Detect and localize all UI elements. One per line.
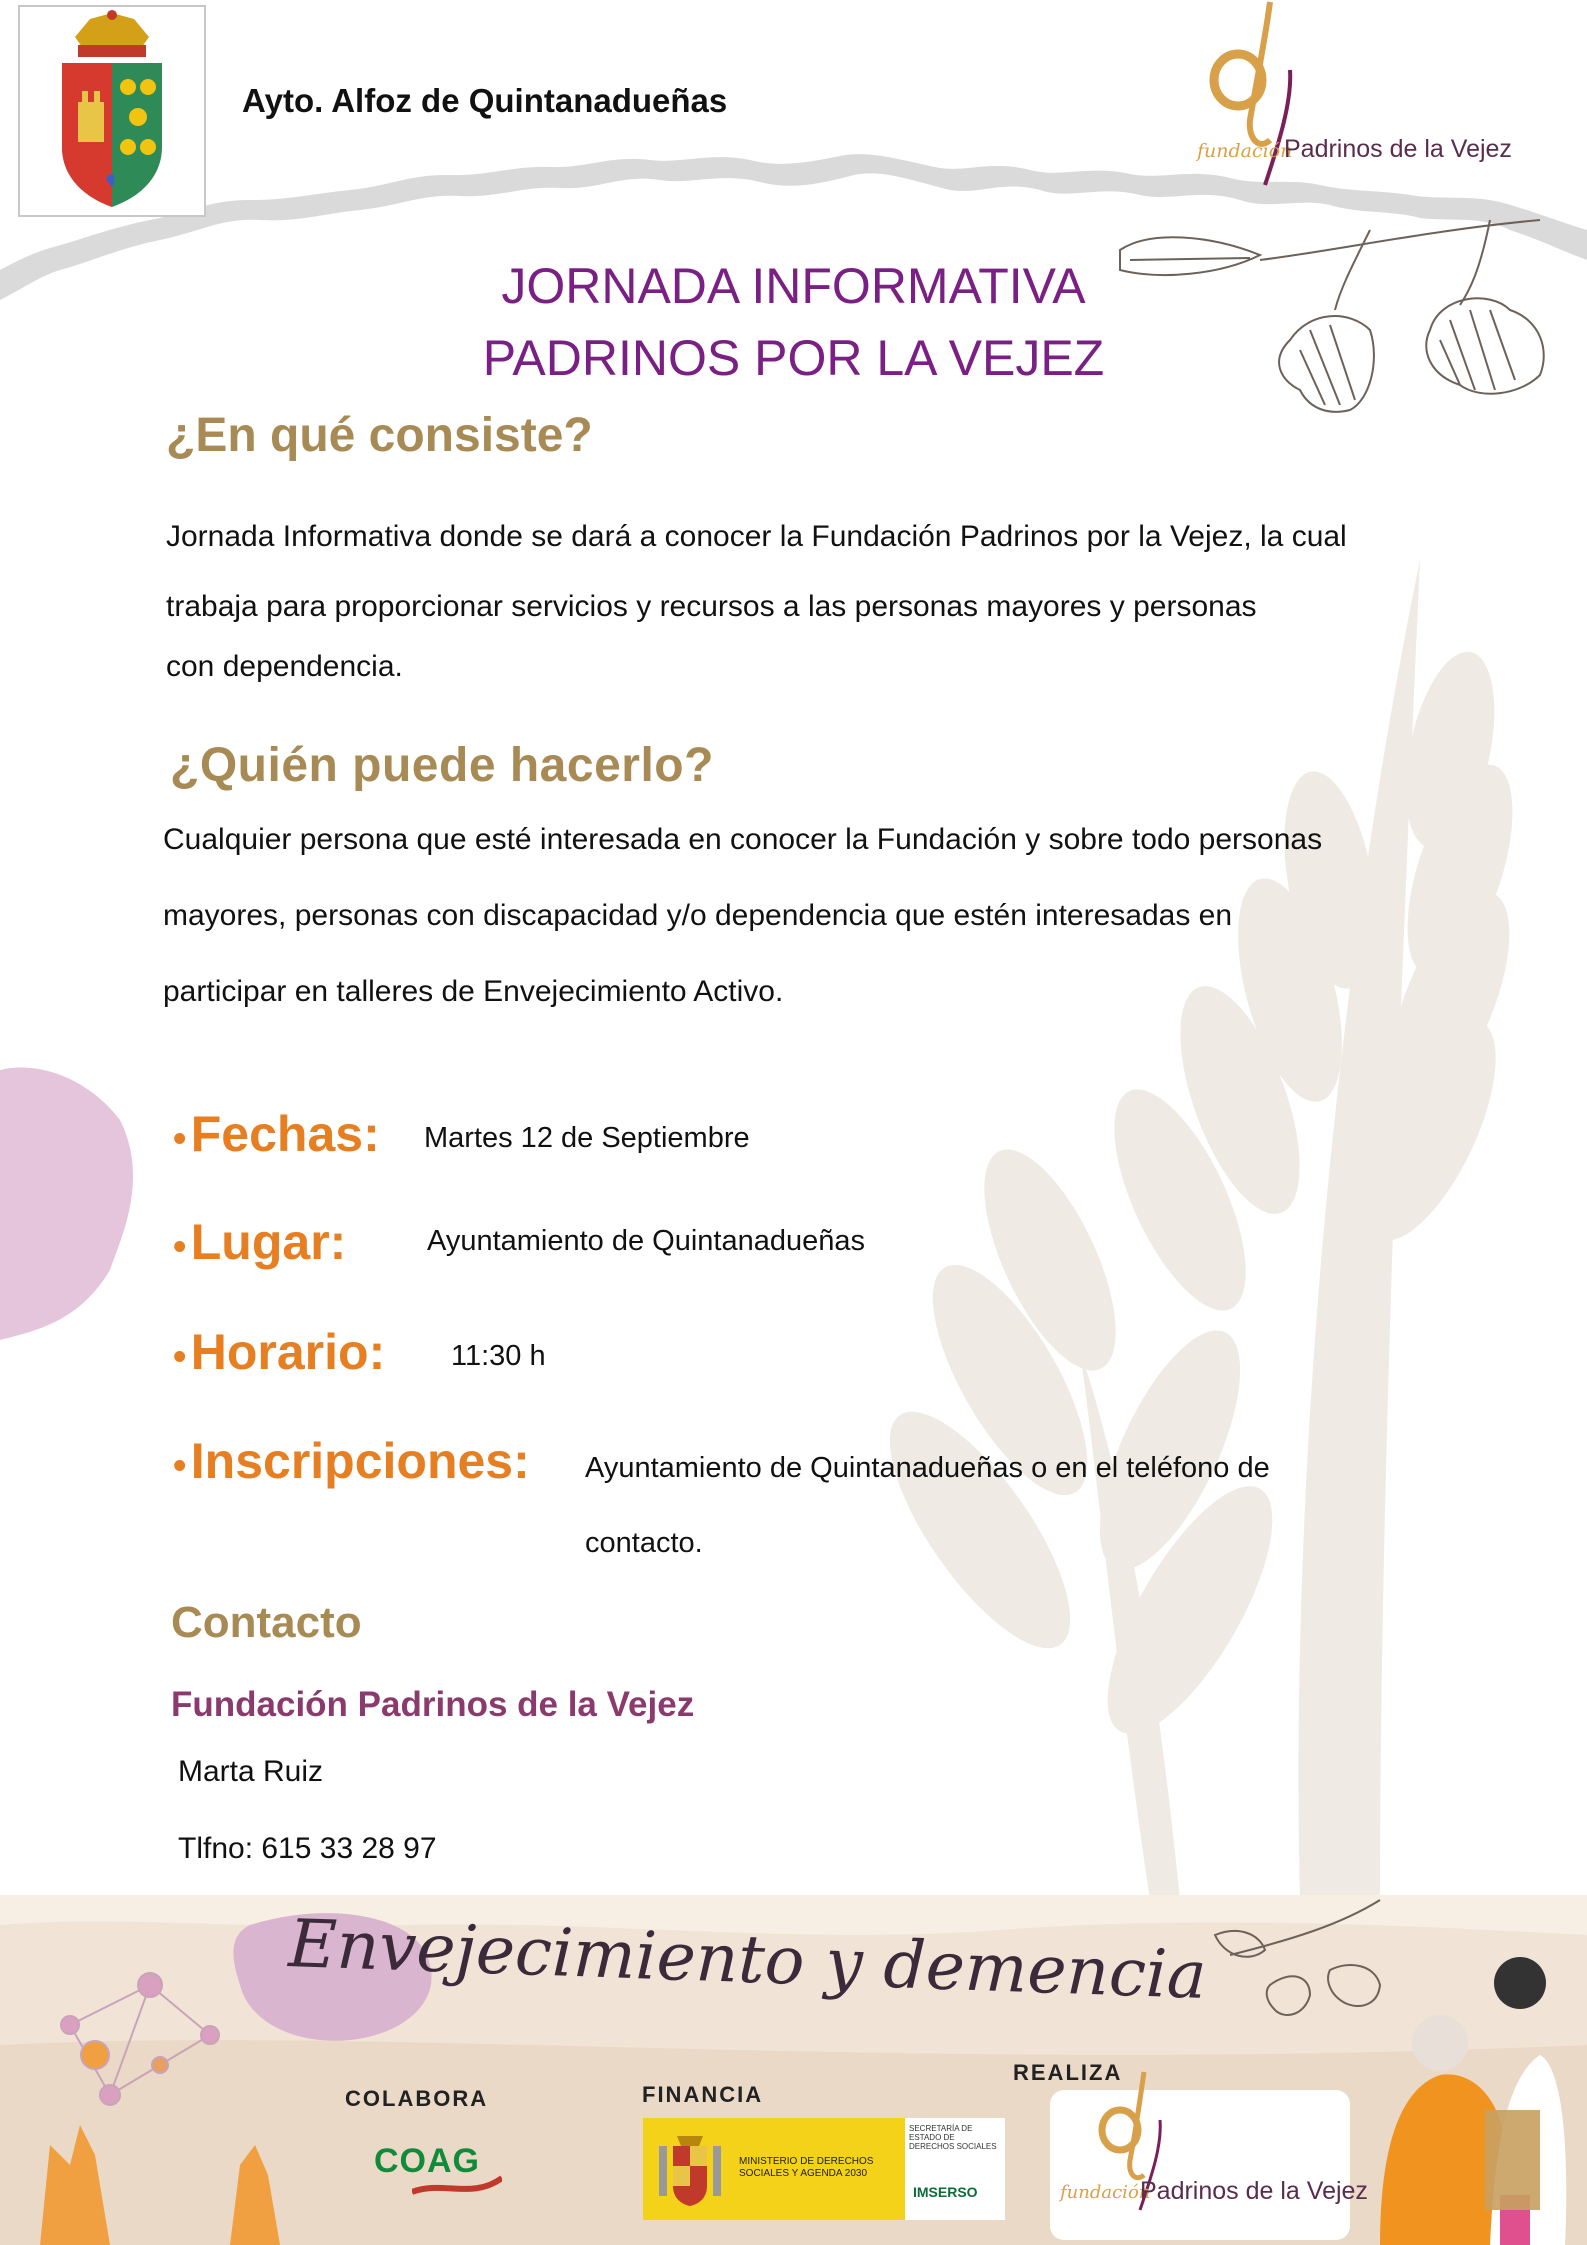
town-crest-box	[18, 5, 206, 217]
colabora-label: COLABORA	[345, 2086, 489, 2111]
detail-label: Horario:	[190, 1324, 386, 1380]
contact-person: Marta Ruiz	[178, 1755, 324, 1788]
detail-label: Fechas:	[190, 1106, 380, 1162]
paragraph-line: Jornada Informativa donde se dará a conocer la Fundación Padrinos por la Vejez, la cual	[166, 520, 1347, 553]
imserso-text: IMSERSO	[913, 2184, 978, 2200]
paragraph-line: participar en talleres de Envejecimiento Activo.	[163, 975, 784, 1008]
foundation-logo-icon	[1180, 0, 1480, 210]
detail-value-registration-cont: contacto.	[585, 1527, 703, 1559]
bullet-icon: •	[173, 1445, 187, 1487]
foundation-logo-bottom	[1050, 2090, 1368, 2240]
contact-heading: Contacto	[171, 1598, 362, 1647]
coag-swoosh-icon	[412, 2170, 502, 2200]
title-line-1: JORNADA INFORMATIVA	[501, 258, 1086, 314]
financia-label: FINANCIA	[642, 2082, 764, 2107]
secretaria-text: SECRETARÍA DE ESTADO DE DERECHOS SOCIALES	[909, 2124, 997, 2151]
detail-label: Inscripciones:	[190, 1433, 530, 1489]
detail-item-time	[173, 1323, 385, 1381]
section-paragraph-who	[163, 802, 1463, 1030]
detail-value-registration: Ayuntamiento de Quintanadueñas o en el teléfono de	[585, 1452, 1270, 1484]
paragraph-line: Cualquier persona que esté interesada en conocer la Fundación y sobre todo personas	[163, 823, 1323, 856]
town-crest-icon	[20, 7, 204, 215]
logo-script-text: fundación	[1197, 140, 1293, 162]
contact-organization: Fundación Padrinos de la Vejez	[171, 1685, 695, 1724]
detail-item-registration	[173, 1432, 530, 1490]
section-heading-what: ¿En qué consiste?	[166, 409, 593, 462]
contact-phone: Tlfno: 615 33 28 97	[178, 1832, 437, 1865]
section-heading-who: ¿Quién puede hacerlo?	[170, 739, 714, 792]
spain-coat-of-arms-icon	[655, 2132, 725, 2208]
paragraph-line: mayores, personas con discapacidad y/o dependencia que estén interesadas en	[163, 899, 1233, 932]
bullet-icon: •	[173, 1226, 187, 1268]
detail-item-dates	[173, 1105, 380, 1163]
detail-value-dates: Martes 12 de Septiembre	[424, 1122, 750, 1154]
ministry-name: MINISTERIO DE DERECHOS SOCIALES Y AGENDA 2030	[739, 2156, 874, 2179]
ministry-logo	[643, 2118, 905, 2220]
imserso-logo	[905, 2118, 1005, 2220]
section-paragraph-what	[166, 502, 1466, 692]
coag-logo-text: COAG	[374, 2142, 480, 2180]
realiza-label: REALIZA	[1013, 2060, 1123, 2085]
detail-label: Lugar:	[190, 1214, 347, 1270]
paragraph-line: con dependencia.	[166, 650, 403, 683]
logo-name-text: Padrinos de la Vejez	[1140, 2177, 1368, 2205]
page-title	[0, 250, 1587, 394]
logo-name-text: Padrinos de la Vejez	[1284, 135, 1512, 163]
bullet-icon: •	[173, 1336, 187, 1378]
detail-value-place: Ayuntamiento de Quintanadueñas	[427, 1225, 866, 1257]
coag-logo	[352, 2140, 502, 2192]
bullet-icon: •	[173, 1118, 187, 1160]
paragraph-line: trabaja para proporcionar servicios y recursos a las personas mayores y personas	[166, 590, 1257, 623]
detail-item-place	[173, 1213, 346, 1271]
title-line-2: PADRINOS POR LA VEJEZ	[482, 330, 1105, 386]
logo-script-text: fundación	[1060, 2182, 1151, 2203]
town-name: Ayto. Alfoz de Quintanadueñas	[242, 82, 728, 119]
detail-value-time: 11:30 h	[451, 1340, 546, 1372]
footer-script-title: Envejecimiento y demencia	[287, 1905, 1208, 2015]
